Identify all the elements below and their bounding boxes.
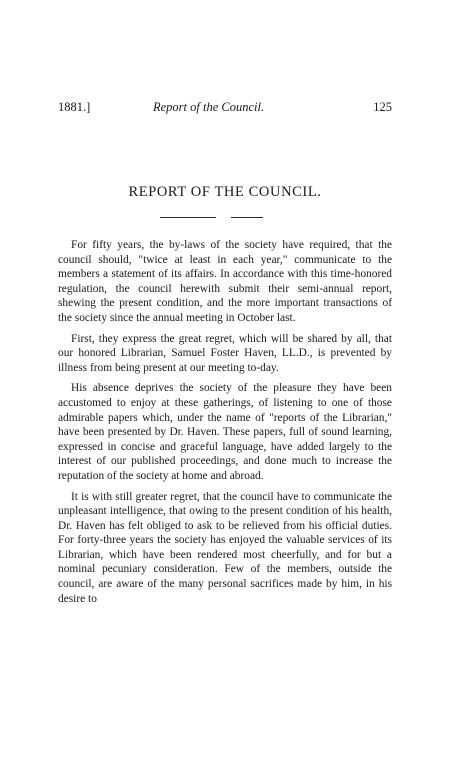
paragraph: His absence deprives the society of the pleasure they have been accustomed to enjoy at these gatherings, of listening to one of those admirable papers which, under the name of "reports of the Librarian," have been presented by Dr. Haven. These papers, full of sound learning, expressed in concise and graceful language, have added largely to the interest of our published proceedings, and done much to increase the reputation of the society at home and abroad. [58,382,392,482]
title-rule-right [231,217,263,218]
paragraph: For fifty years, the by-laws of the society have required, that the council should, "twice at least in each year," communicate to the members a statement of its affairs. In accordance with this time-honored regulation, the council herewith submit their semi-annual report, shewing the present condition, and the more important transactions of the society since the annual meeting in October last. [58,239,392,324]
running-head [58,100,392,116]
page-number: 125 [373,100,392,114]
title-rule-left [160,217,216,218]
running-head-title: Report of the Council. [153,100,265,114]
paragraph: First, they express the great regret, which will be shared by all, that our honored Librarian, Samuel Foster Haven, LL.D., is prevented by illness from being present at our meeting to-day. [58,332,392,374]
body-text [58,238,392,612]
paragraph: It is with still greater regret, that the council have to communicate the unpleasant intelligence, that owing to the present condition of his health, Dr. Haven has felt obliged to ask to be relieved from his official duties. For forty-three years the society has enjoyed the valuable services of its Librarian, which have been rendered most cheerfully, and for but a nominal pecuniary consideration. Few of the members, outside the council, are aware of the many personal sacrifices made by him, in his desire to [58,490,392,605]
running-head-year: 1881.] [58,100,91,114]
section-title: REPORT OF THE COUNCIL. [128,184,322,200]
